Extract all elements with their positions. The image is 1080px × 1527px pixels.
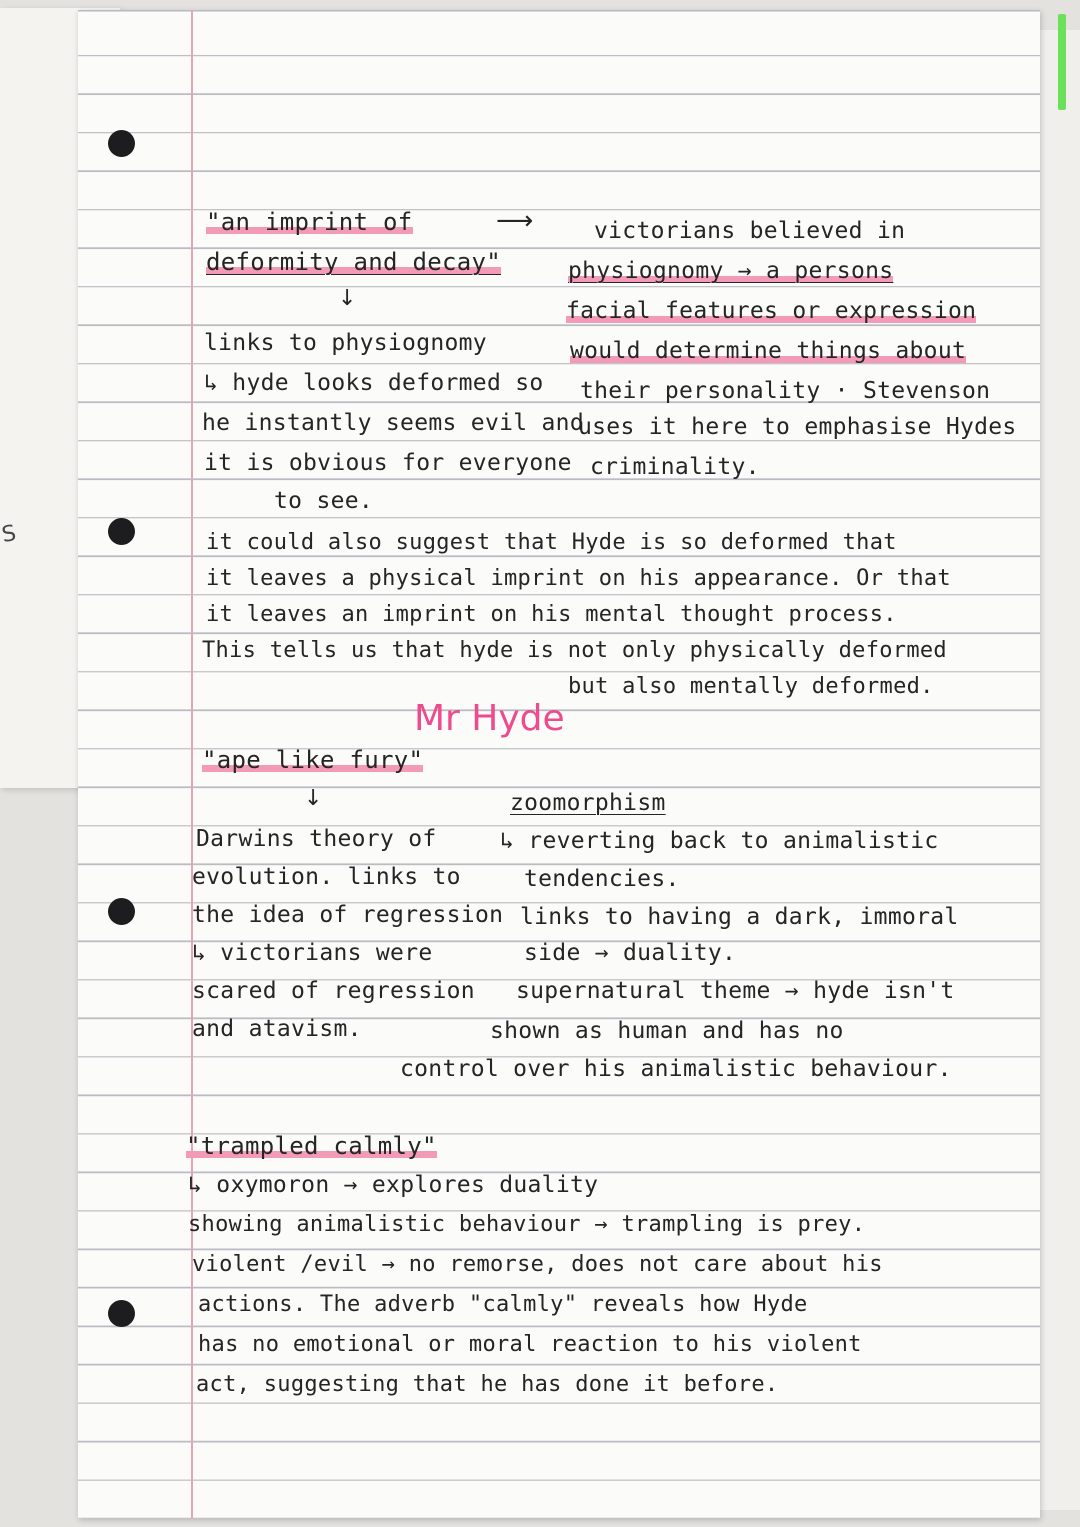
zoomorphism-line: shown as human and has no: [490, 1018, 844, 1044]
darwin-line: Darwins theory of: [196, 826, 437, 852]
trampled-line: violent /evil → no remorse, does not care about his: [192, 1252, 883, 1277]
quote-trampled-calmly: "trampled calmly": [186, 1132, 437, 1160]
darwin-line: and atavism.: [192, 1016, 362, 1042]
zoomorphism-line: side → duality.: [524, 940, 737, 966]
context-line: would determine things about: [570, 338, 967, 364]
trampled-line: has no emotional or moral reaction to his violent: [198, 1332, 862, 1357]
darwin-line: the idea of regression: [192, 902, 504, 928]
trampled-line: ↳ oxymoron → explores duality: [188, 1172, 599, 1198]
trampled-line: act, suggesting that he has done it before.: [196, 1372, 779, 1397]
paragraph-line: it leaves an imprint on his mental thought process.: [206, 602, 897, 627]
green-tab: [1058, 14, 1066, 110]
quote-imprint-line1: "an imprint of: [206, 208, 413, 236]
paragraph-line: This tells us that hyde is not only physically deformed: [202, 638, 947, 663]
links-line: it is obvious for everyone: [204, 450, 572, 476]
zoomorphism-line: links to having a dark, immoral: [520, 904, 959, 930]
lined-paper: [78, 10, 1040, 1518]
page-title: Mr Hyde: [414, 698, 565, 739]
links-line: links to physiognomy: [204, 330, 487, 356]
zoomorphism-line: ↳ reverting back to animalistic: [500, 828, 939, 854]
paragraph-line: but also mentally deformed.: [568, 674, 934, 699]
quote-ape-like-fury: "ape like fury": [202, 746, 424, 774]
links-line: ↳ hyde looks deformed so: [204, 370, 544, 396]
arrow-down-icon: ↓: [338, 286, 357, 311]
context-line: victorians believed in: [594, 218, 906, 244]
links-line: to see.: [274, 488, 374, 514]
zoomorphism-line: zoomorphism: [510, 790, 666, 816]
trampled-line: showing animalistic behaviour → trampling is prey.: [188, 1212, 866, 1237]
paragraph-line: it leaves a physical imprint on his appearance. Or that: [206, 566, 951, 591]
zoomorphism-line: supernatural theme → hyde isn't: [516, 978, 955, 1004]
punch-hole: [108, 518, 135, 545]
darwin-line: evolution. links to: [192, 864, 461, 890]
paragraph-line: it could also suggest that Hyde is so deformed that: [206, 530, 897, 555]
context-line: their personality · Stevenson: [580, 378, 991, 404]
margin-line: [191, 10, 193, 1518]
arrow-down-icon: ↓: [304, 786, 323, 811]
punch-hole: [108, 898, 135, 925]
zoomorphism-line: control over his animalistic behaviour.: [400, 1056, 952, 1082]
context-line: uses it here to emphasise Hydes: [578, 414, 1017, 440]
margin-mark: S: [0, 520, 19, 549]
trampled-line: actions. The adverb "calmly" reveals how Hyde: [198, 1292, 808, 1317]
context-line: physiognomy → a persons: [568, 258, 894, 284]
darwin-line: scared of regression: [192, 978, 475, 1004]
darwin-line: ↳ victorians were: [192, 940, 433, 966]
context-line: facial features or expression: [566, 298, 977, 324]
arrow-right-icon: ⟶: [496, 206, 534, 236]
quote-imprint-line2: deformity and decay": [206, 248, 501, 276]
zoomorphism-line: tendencies.: [524, 866, 680, 892]
links-line: he instantly seems evil and: [202, 410, 584, 436]
punch-hole: [108, 1300, 135, 1327]
punch-hole: [108, 130, 135, 157]
context-line: criminality.: [590, 454, 760, 480]
